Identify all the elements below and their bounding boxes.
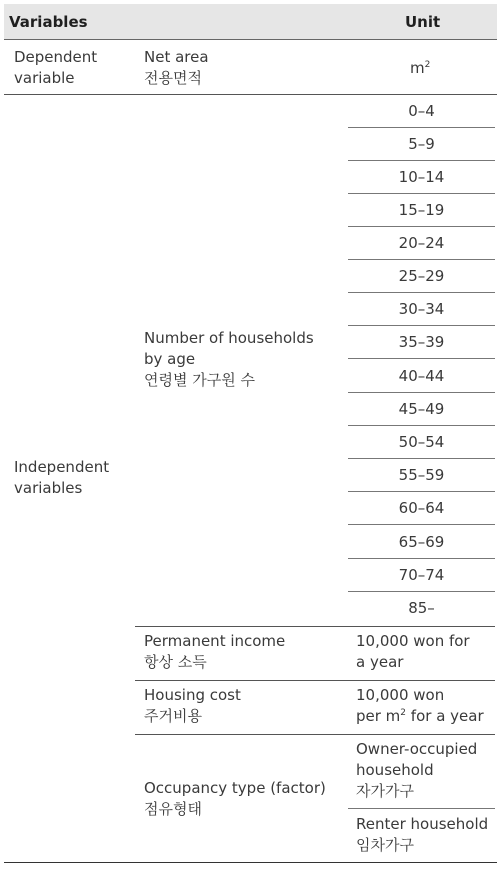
age-group-cell: 70–74: [398, 566, 445, 584]
age-divider: [348, 392, 495, 393]
housing-variable-name: Housing cost 주거비용: [144, 686, 241, 725]
age-group-cell: 35–39: [398, 333, 445, 351]
age-group-cell: 40–44: [398, 367, 445, 385]
age-divider: [348, 193, 495, 194]
age-divider: [348, 458, 495, 459]
age-divider: [348, 226, 495, 227]
age-group-cell: 65–69: [398, 533, 445, 551]
dependent-group-label: Dependent variable: [14, 48, 98, 87]
independent-group-label: Independent variables: [14, 458, 110, 497]
row-divider: [4, 94, 497, 95]
age-group-cell: 15–19: [398, 201, 445, 219]
age-variable-name: Number of households by age 연령별 가구원 수: [144, 329, 314, 389]
age-group-cell: 20–24: [398, 234, 445, 252]
age-group-cell: 0–4: [408, 102, 435, 120]
age-group-cell: 5–9: [408, 135, 435, 153]
age-group-cell: 60–64: [398, 499, 445, 517]
age-divider: [348, 127, 495, 128]
dependent-variable-name: Net area 전용면적: [144, 48, 209, 87]
age-divider: [348, 259, 495, 260]
dependent-unit: $m^2$: [410, 59, 431, 77]
age-group-cell: 45–49: [398, 400, 445, 418]
header-unit: Unit: [405, 13, 441, 31]
age-divider: [348, 524, 495, 525]
age-group-cell: 25–29: [398, 267, 445, 285]
row-divider: [135, 734, 495, 735]
income-variable-name: Permanent income 항상 소득: [144, 632, 286, 671]
age-divider: [348, 358, 495, 359]
header-variables: Variables: [9, 13, 88, 31]
housing-unit: 10,000 won per $m^2$ for a year: [356, 686, 484, 725]
age-group-cell: 55–59: [398, 466, 445, 484]
age-group-cell: 50–54: [398, 433, 445, 451]
age-divider: [348, 558, 495, 559]
row-divider: [135, 626, 495, 627]
occupancy-variable-name: Occupancy type (factor) 점유형태: [144, 779, 326, 818]
income-unit: 10,000 won for a year: [356, 632, 470, 671]
row-divider: [348, 808, 495, 809]
age-divider: [348, 491, 495, 492]
age-group-cell: 10–14: [398, 168, 445, 186]
age-group-cell: 85–: [408, 599, 435, 617]
age-group-cell: 30–34: [398, 300, 445, 318]
owner-occupied-unit: Owner-occupied household 자가가구: [356, 740, 478, 800]
renter-unit: Renter household 임차가구: [356, 815, 489, 854]
row-divider: [135, 680, 495, 681]
age-divider: [348, 292, 495, 293]
table-header: [4, 4, 497, 40]
table-bottom-rule: [4, 862, 497, 863]
age-divider: [348, 160, 495, 161]
age-divider: [348, 425, 495, 426]
age-divider: [348, 591, 495, 592]
age-divider: [348, 325, 495, 326]
